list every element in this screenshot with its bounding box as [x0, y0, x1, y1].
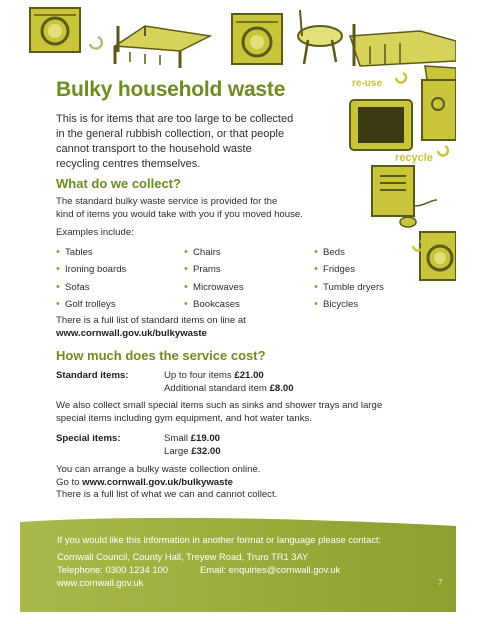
special-items-prices	[164, 433, 221, 458]
list-item: • Fridges	[314, 261, 384, 278]
arrange-line: There is a full list of what we can and cannot collect.	[56, 489, 278, 500]
list-item: • Tumble dryers	[314, 279, 384, 296]
special-line: special items including gym equipment, and hot water tanks.	[56, 412, 312, 424]
reuse-arrow-icon	[438, 146, 448, 156]
arrange-paragraph	[56, 464, 277, 502]
bed-icon	[350, 24, 456, 66]
computer-icon	[372, 166, 437, 216]
collect-paragraph	[56, 196, 303, 221]
small-price-text: Small	[164, 433, 191, 444]
list-item: • Chairs	[184, 244, 244, 261]
arrange-line: You can arrange a bulky waste collection online.	[56, 464, 261, 475]
mouse-icon	[400, 217, 416, 227]
large-price-value: £32.00	[191, 445, 221, 457]
standard-list-text: There is a full list of standard items on line at	[56, 315, 246, 326]
arrange-link[interactable]: www.cornwall.gov.uk/bulkywaste	[82, 476, 234, 488]
reuse-label: re-use	[352, 78, 383, 89]
list-item: • Bookcases	[184, 296, 244, 313]
examples-column-3	[314, 244, 384, 313]
intro-paragraph	[56, 112, 326, 172]
additional-price-value: £8.00	[269, 382, 294, 394]
list-item: • Tables	[56, 244, 126, 261]
washing-machine-icon	[420, 232, 456, 280]
collect-line: kind of items you would take with you if you moved house.	[56, 208, 303, 220]
reuse-arrow-icon	[90, 37, 102, 49]
list-item: • Microwaves	[184, 279, 244, 296]
large-price-text: Large	[164, 445, 192, 457]
list-item: • Bicycles	[314, 296, 384, 313]
standard-price-value: £21.00	[234, 370, 264, 381]
additional-price-text: Additional standard item	[164, 382, 270, 394]
special-line: We also collect small special items such as sinks and shower trays and large	[56, 400, 383, 411]
special-items-label: Special items:	[56, 433, 121, 444]
intro-line: This is for items that are too large to be collected	[56, 113, 294, 125]
intro-line: cannot transport to the household waste	[56, 143, 252, 155]
footer-email[interactable]: Email: enquiries@cornwall.gov.uk	[200, 564, 341, 575]
small-price-value: £19.00	[190, 433, 220, 444]
footer-address: Cornwall Council, County Hall, Treyew Road, Truro TR1 3AY	[57, 551, 309, 562]
standard-items-label: Standard items:	[56, 370, 129, 381]
washing-machine-icon	[232, 14, 282, 64]
examples-column-2	[184, 244, 244, 313]
cost-heading: How much does the service cost?	[56, 348, 266, 363]
footer-line: If you would like this information in another format or language please contact:	[57, 534, 382, 545]
reuse-arrow-icon	[396, 73, 406, 83]
contact-footer	[20, 516, 456, 612]
examples-label: Examples include:	[56, 227, 134, 238]
standard-price-text: Up to four items	[164, 370, 235, 381]
special-items-paragraph	[56, 400, 382, 425]
page-number: 7	[438, 578, 443, 587]
washing-machine-icon	[30, 8, 80, 52]
microwave-icon	[422, 80, 456, 140]
standard-items-prices	[164, 370, 294, 395]
chair-icon	[298, 10, 342, 64]
recycle-label: recycle	[395, 152, 433, 164]
page-title: Bulky household waste	[56, 78, 286, 101]
intro-line: in the general rubbish collection, or that people	[56, 128, 285, 140]
standard-list-link[interactable]: www.cornwall.gov.uk/bulkywaste	[56, 327, 207, 339]
list-item: • Ironing boards	[56, 261, 126, 278]
arrange-goto-text: Go to	[56, 476, 83, 488]
television-icon	[350, 100, 412, 150]
list-item: • Golf trolleys	[56, 296, 126, 313]
footer-telephone: Telephone: 0300 1234 100	[57, 564, 169, 575]
standard-list-note	[56, 315, 246, 340]
examples-column-1	[56, 244, 126, 313]
collect-heading: What do we collect?	[56, 176, 181, 191]
intro-line: recycling centres themselves.	[56, 158, 201, 170]
list-item: • Prams	[184, 261, 244, 278]
leaflet-page	[20, 6, 456, 612]
list-item: • Beds	[314, 244, 384, 261]
collect-line: The standard bulky waste service is provided for the	[56, 196, 278, 207]
footer-website[interactable]: www.cornwall.gov.uk	[57, 577, 144, 588]
bed-icon	[115, 26, 210, 68]
list-item: • Sofas	[56, 279, 126, 296]
